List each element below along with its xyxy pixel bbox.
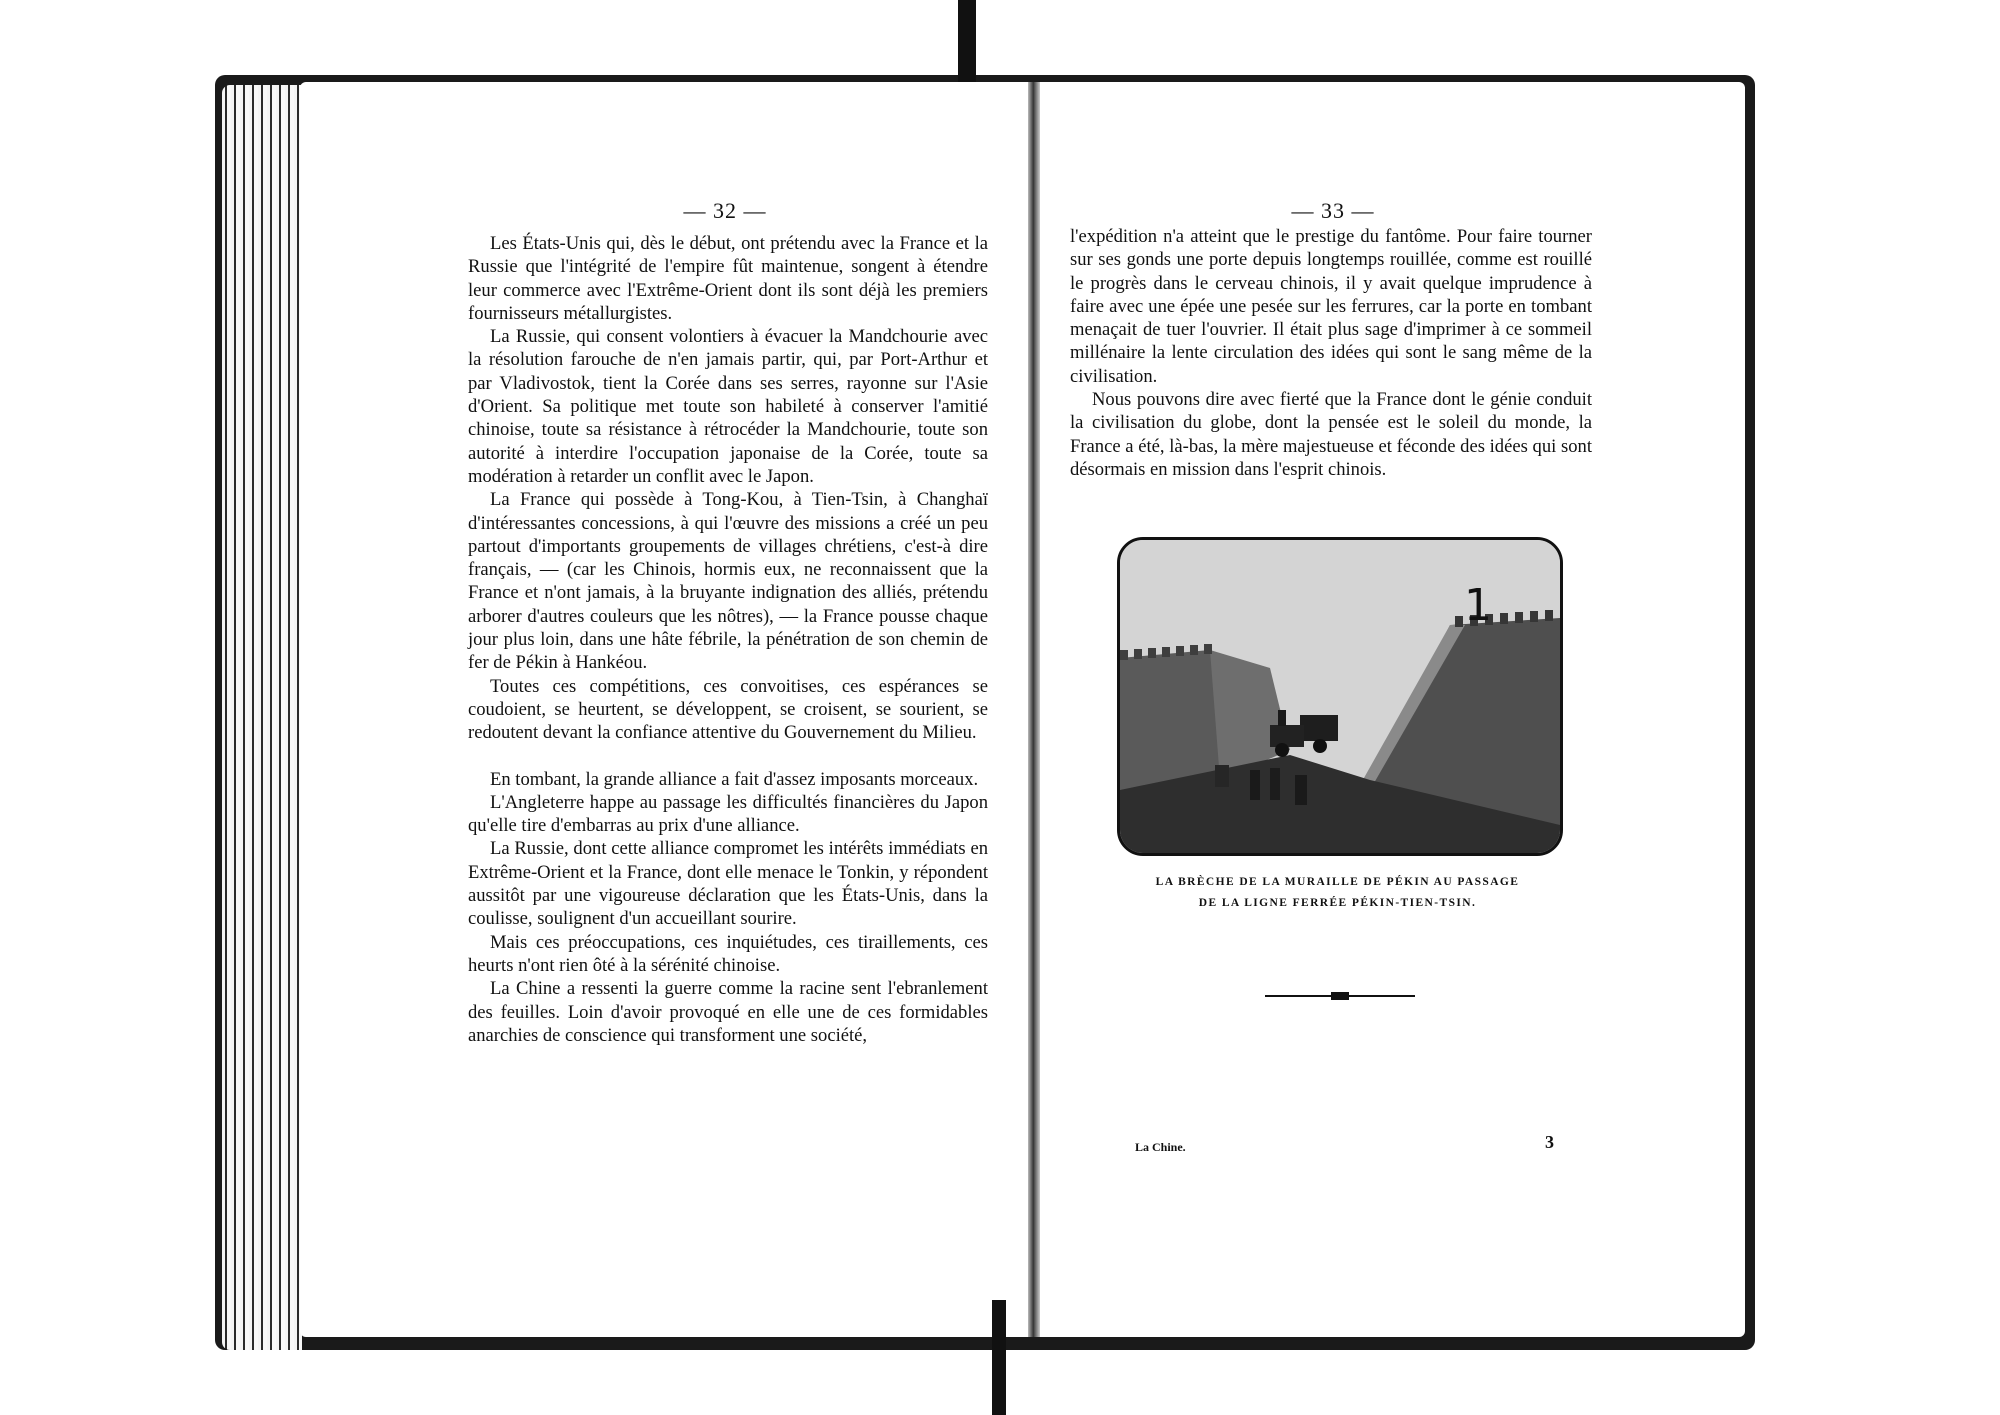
figure-marker: 1 xyxy=(1464,580,1492,631)
ornamental-rule xyxy=(1265,990,1415,1002)
figure-caption xyxy=(1110,872,1565,914)
spine-strip xyxy=(958,0,976,90)
paragraph: Les États-Unis qui, dès le début, ont prétendu avec la France et la Russie que l'intégrité de l'empire fût maintenue, songent à étendre leur commerce avec l'Extrême-Orient dont ils sont déjà les premiers fournisseurs métallurgistes. xyxy=(468,233,988,324)
paragraph: La Chine a ressenti la guerre comme la racine sent l'ebranlement des feuilles. Loin d'avoir provoqué en elle une de ces formidables anarchies de conscience qui transforment une société, xyxy=(468,978,988,1046)
paragraph: La Russie, qui consent volontiers à évacuer la Mandchourie avec la résolution farouche de n'en jamais partir, qui, par Port-Arthur et par Vladivostok, tient la Corée dans ses serres, rayonne sur l'Asie d'Orient. Sa politique met toute son habileté à conserver l'amitié chinoise, toute sa résistance à rétrocéder la Mandchourie, toute son autorité à interdire l'occupation japonaise de la Corée, toute sa modération à retarder un conflit avec le Japon. xyxy=(468,326,988,487)
paragraph: Toutes ces compétitions, ces convoitises, ces espérances se coudoient, se heurtent, se développent, se croisent, se sourient, se redoutent devant la confiance attentive du Gouvernement du Milieu. xyxy=(468,675,988,744)
caption-line: DE LA LIGNE FERRÉE PÉKIN-TIEN-TSIN. xyxy=(1198,897,1477,909)
paragraph: L'Angleterre happe au passage les difficultés financières du Japon qu'elle tire d'embarras au prix d'une alliance. xyxy=(468,791,988,837)
signature-mark: 3 xyxy=(1545,1132,1554,1152)
paragraph: La Russie, dont cette alliance compromet les intérêts immédiats en Extrême-Orient et la France, dont elle menace le Tonkin, y répondent aussitôt par une vigoureuse déclaration que les États-Unis, dans la coulisse, soulignent d'un accueillant sourire. xyxy=(468,838,988,930)
paragraph: Mais ces préoccupations, ces inquiétudes, ces tiraillements, ces heurts n'ont rien ôté à la sérénité chinoise. xyxy=(468,931,988,976)
page-number-right: — 33 — xyxy=(1291,198,1375,223)
photograph-wall-breach xyxy=(1117,537,1563,856)
page-edges xyxy=(222,85,302,1350)
paragraph: La France qui possède à Tong-Kou, à Tien-Tsin, à Changhaï d'intéressantes concessions, à qui l'œuvre des missions a créé un peu partout d'importants groupements de villages chrétiens, c'est-à dire français, — (car les Chinois, hormis eux, ne reconnaissent que la France et n'ont jamais, à la bruyante indignation des alliés, prétendu arborer d'autres couleurs que les nôtres), — la France pousse chaque jour plus loin, dans une hâte fébrile, la pénétration de son chemin de fer de Pékin à Hankéou. xyxy=(468,489,988,674)
caption-line: LA BRÈCHE DE LA MURAILLE DE PÉKIN AU PASSAGE xyxy=(1155,876,1520,888)
photo-illustration xyxy=(1120,540,1560,853)
right-text-column xyxy=(1070,225,1592,481)
page-number-left: — 32 — xyxy=(683,198,767,223)
paragraph: Nous pouvons dire avec fierté que la France dont le génie conduit la civilisation du globe, dont la pensée est le soleil du monde, la France a été, là-bas, la mère majestueuse et féconde des idées qui sont désormais en mission dans l'esprit chinois. xyxy=(1070,389,1592,480)
left-text-column xyxy=(468,232,988,1047)
paragraph: En tombant, la grande alliance a fait d'assez imposants morceaux. xyxy=(490,768,979,790)
signature-title: La Chine. xyxy=(1135,1140,1186,1154)
book-gutter xyxy=(1028,82,1040,1337)
paragraph: l'expédition n'a atteint que le prestige du fantôme. Pour faire tourner sur ses gonds une porte depuis longtemps rouillée, comme est rouillé le progrès dans le cerveau chinois, il y avait quelque imprudence à faire avec une épée une pesée sur les ferrures, car la porte en tombant menaçait de tuer l'ouvrier. Il était plus sage d'imprimer à ce sommeil millénaire la lente circulation des idées qui sont le sang même de la civilisation. xyxy=(1070,226,1592,387)
bookmark-ribbon xyxy=(992,1300,1006,1415)
